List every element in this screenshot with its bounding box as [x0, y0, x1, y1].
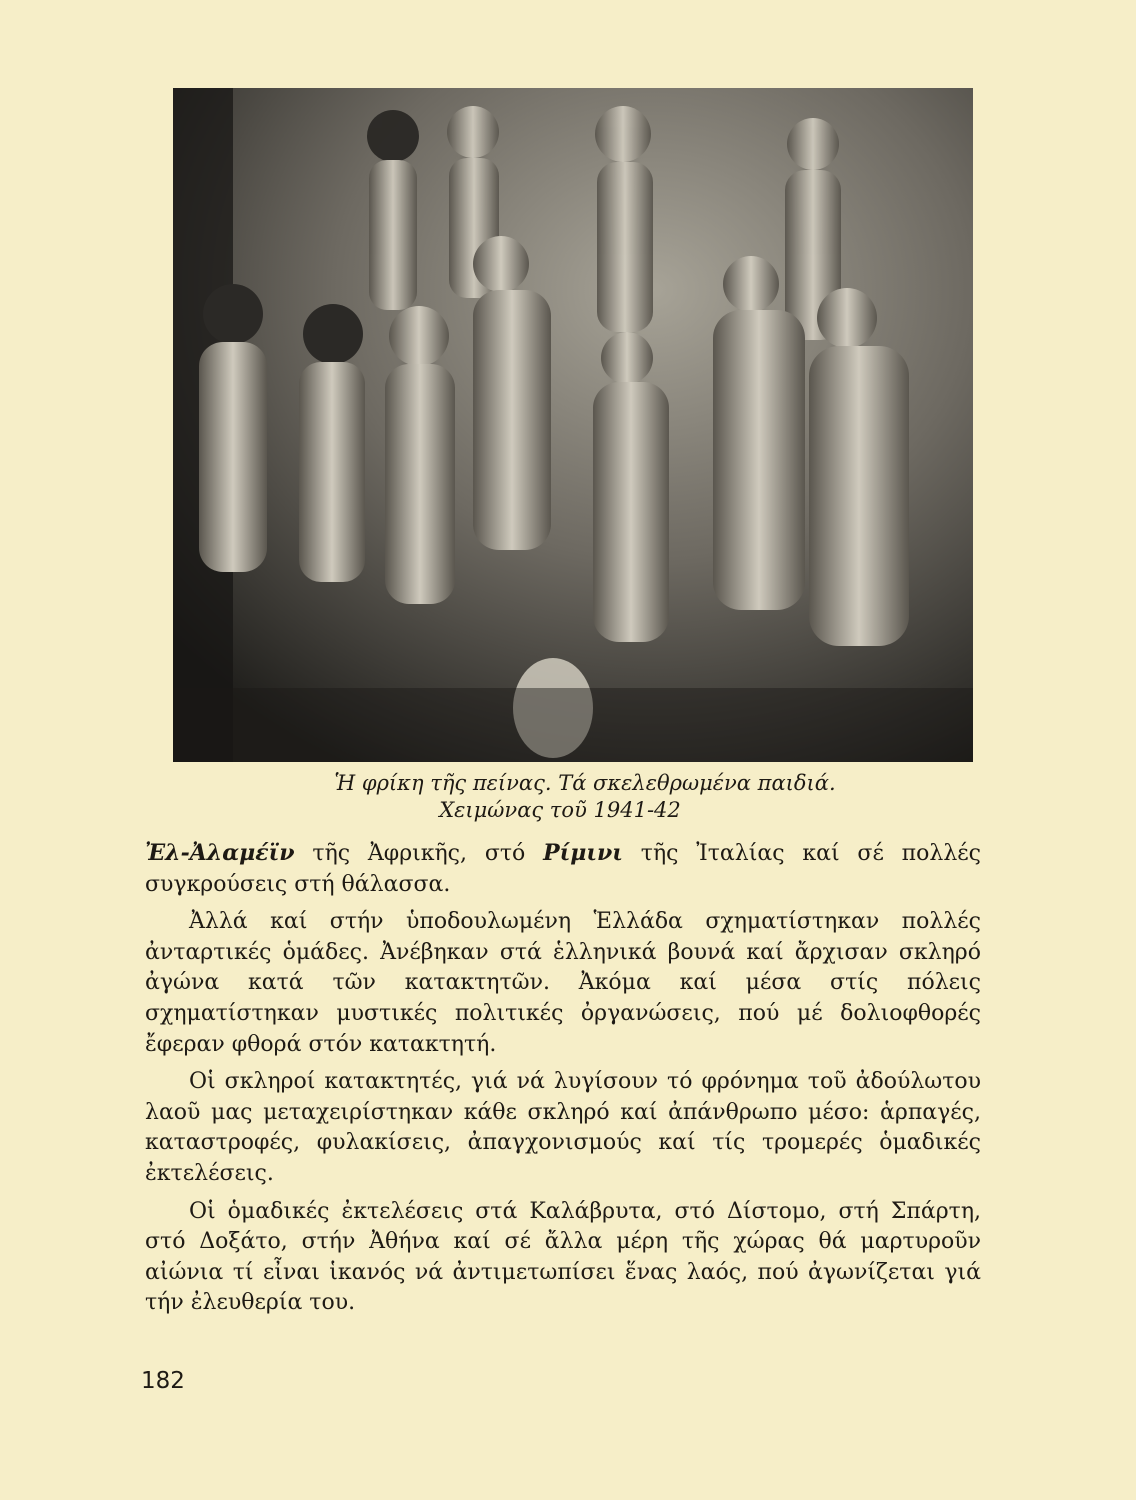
paragraph-4: Οἱ ὁμαδικές ἐκτελέσεις στά Καλάβρυτα, στό Δίστομο, στή Σπάρτη, στό Δοξάτο, στήν Ἀθήνα καί σέ ἄλλα μέρη τῆς χώρας θά μαρτυροῦν αἰώνια τί εἶναι ἱκανός νά ἀντιμετωπίσει ἕνας λαός, πού ἀγωνίζεται γιά τήν ἐλευθερία του. — [145, 1198, 981, 1316]
photograph-icon — [173, 88, 973, 762]
photo-caption-title: Ἡ φρίκη τῆς πείνας. Τά σκελεθρωμένα παιδιά. — [334, 771, 836, 795]
paragraph-1 — [145, 838, 981, 900]
photo-caption-date: Χειμώνας τοῦ 1941-42 — [439, 798, 681, 822]
paragraph-3: Οἱ σκληροί κατακτητές, γιά νά λυγίσουν τό φρόνημα τοῦ ἀδούλωτου λαοῦ μας μεταχειρίστηκαν κάθε σκληρό καί ἀπάνθρωπο μέσο: ἁρπαγές, καταστροφές, φυλακίσεις, ἀπαγχονισμούς καί τίς τρομερές ὁμαδικές ἐκτελέσεις. — [145, 1069, 981, 1186]
paragraph-1-middle: τῆς Ἀφρικῆς, στό — [294, 841, 544, 866]
place-name-rimini: Ρίμινι — [543, 840, 623, 866]
body-text — [145, 838, 981, 1319]
page-number: 182 — [141, 1368, 185, 1394]
paragraph-1-end: τῆς Ἰταλίας καί σέ πολλές συγκρούσεις στή θάλασσα. — [145, 841, 981, 897]
paragraph-2: Ἀλλά καί στήν ὑποδουλωμένη Ἑλλάδα σχηματίστηκαν πολλές ἀνταρτικές ὁμάδες. Ἀνέβηκαν στά ἑλληνικά βουνά καί ἄρχισαν σκληρό ἀγώνα κατά τῶν κατακτητῶν. Ἀκόμα καί μέσα στίς πόλεις σχηματίστηκαν μυστικές πολιτικές ὀργανώσεις, πού μέ δολιοφθορές ἔφεραν φθορά στόν κατακτητή. — [145, 909, 981, 1057]
place-name-el-alamein: Ἐλ-Ἀλαμέϊν — [145, 840, 295, 866]
historical-photograph — [173, 88, 973, 762]
